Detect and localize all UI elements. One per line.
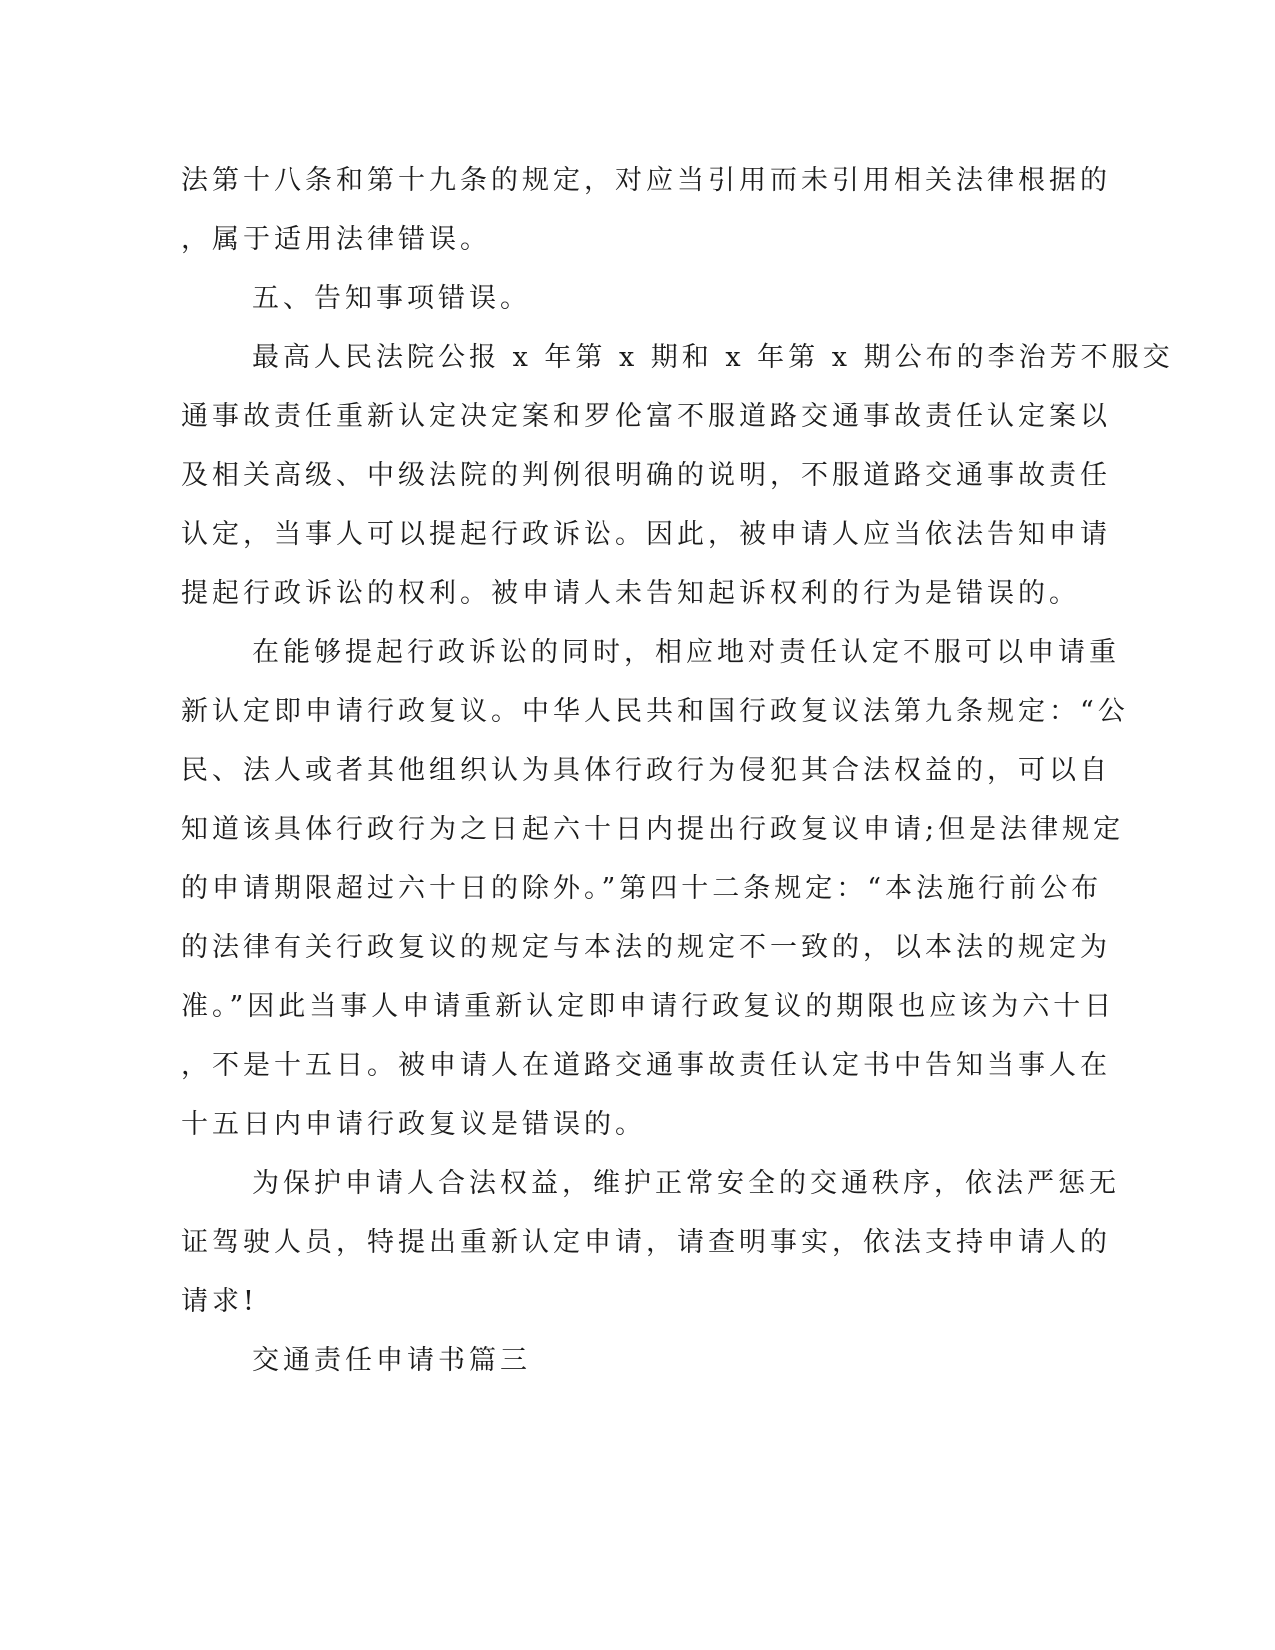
section-title: 交通责任申请书篇三	[252, 1345, 531, 1376]
text-line: 通事故责任重新认定决定案和罗伦富不服道路交通事故责任认定案以	[181, 401, 1111, 432]
section-heading: 五、告知事项错误。	[252, 283, 531, 314]
text-line: 提起行政诉讼的权利。被申请人未告知起诉权利的行为是错误的。	[181, 578, 1080, 609]
text-line: 的申请期限超过六十日的除外。”第四十二条规定：“本法施行前公布	[181, 873, 1103, 904]
text-line: ，不是十五日。被申请人在道路交通事故责任认定书中告知当事人在	[181, 1050, 1111, 1081]
text-line: 法第十八条和第十九条的规定，对应当引用而未引用相关法律根据的	[181, 165, 1111, 196]
text-line: 十五日内申请行政复议是错误的。	[181, 1109, 646, 1140]
text-line: 认定，当事人可以提起行政诉讼。因此，被申请人应当依法告知申请	[181, 519, 1111, 550]
text-line: 民、法人或者其他组织认为具体行政行为侵犯其合法权益的，可以自	[181, 755, 1111, 786]
text-line: 的法律有关行政复议的规定与本法的规定不一致的，以本法的规定为	[181, 932, 1111, 963]
text-line: 及相关高级、中级法院的判例很明确的说明，不服道路交通事故责任	[181, 460, 1111, 491]
text-line: 为保护申请人合法权益，维护正常安全的交通秩序，依法严惩无	[252, 1168, 1120, 1199]
text-line: 准。”因此当事人申请重新认定即申请行政复议的期限也应该为六十日	[181, 991, 1116, 1022]
text-line: 新认定即申请行政复议。中华人民共和国行政复议法第九条规定：“公	[181, 696, 1129, 727]
text-line: 证驾驶人员，特提出重新认定申请，请查明事实，依法支持申请人的	[181, 1227, 1111, 1258]
text-line: 最高人民法院公报 x 年第 x 期和 x 年第 x 期公布的李治芳不服交	[252, 342, 1174, 373]
text-line: 在能够提起行政诉讼的同时，相应地对责任认定不服可以申请重	[252, 637, 1120, 668]
text-line: 请求!	[181, 1286, 258, 1317]
text-line: ，属于适用法律错误。	[181, 224, 491, 255]
text-line: 知道该具体行政行为之日起六十日内提出行政复议申请;但是法律规定	[181, 814, 1125, 845]
